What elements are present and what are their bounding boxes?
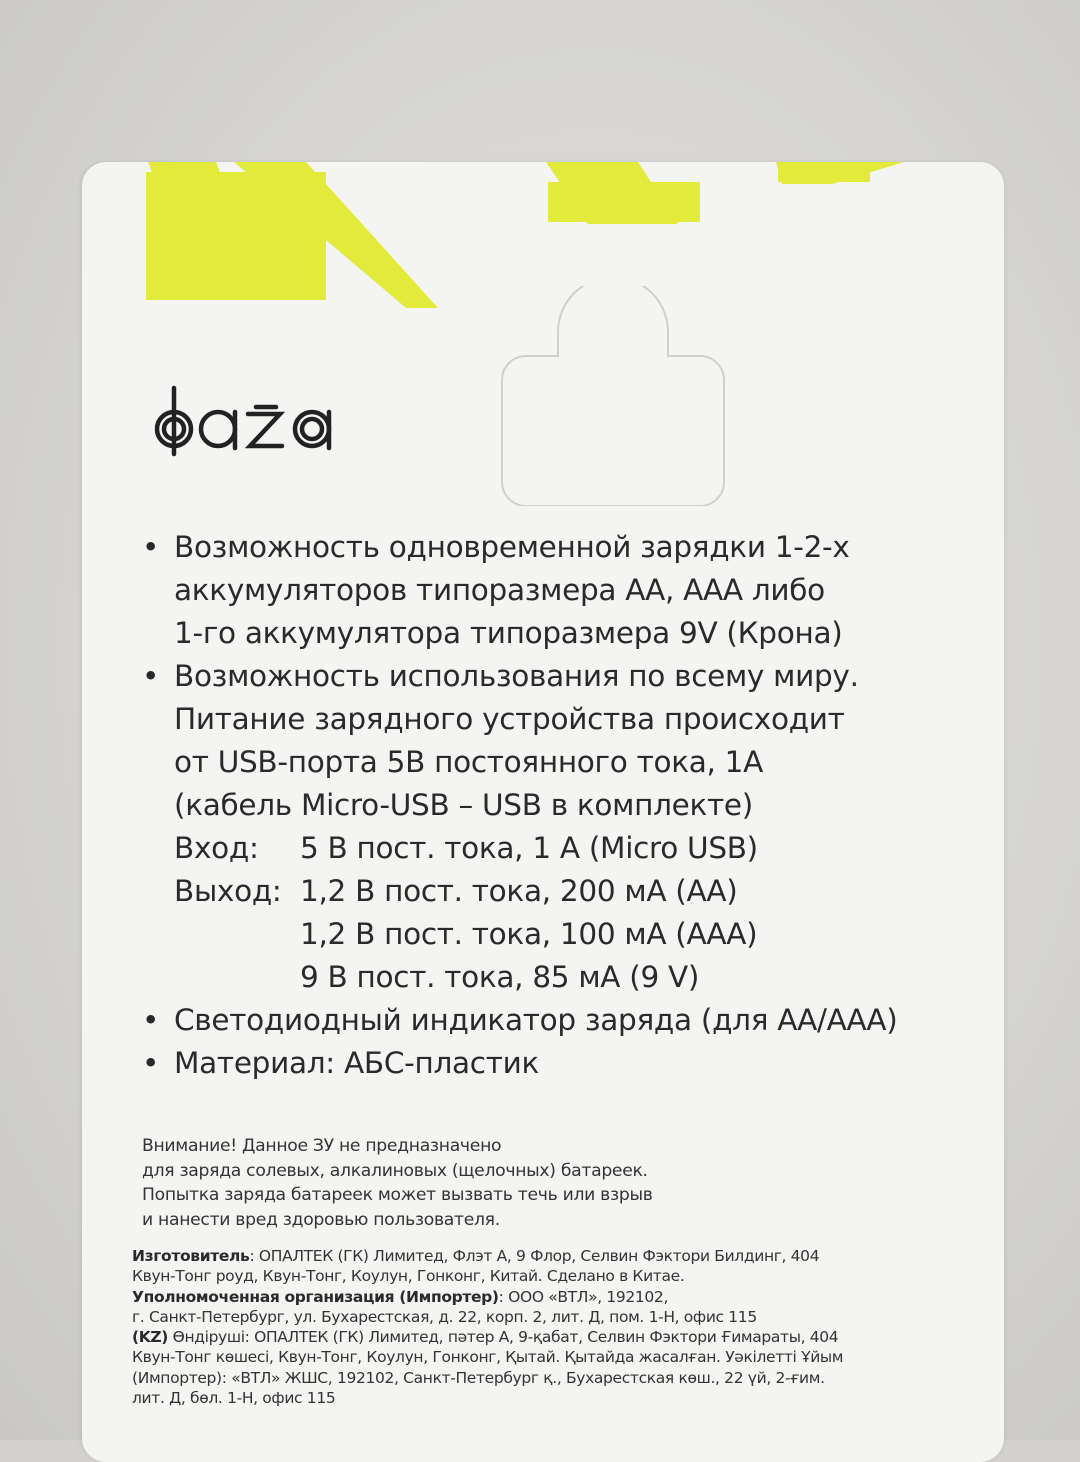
spec-row-output-aaa xyxy=(174,913,974,956)
spec-value: 1,2 В пост. тока, 200 мА (АА) xyxy=(300,874,738,908)
spec-row-output xyxy=(174,870,974,913)
warning-line: и нанести вред здоровью пользователя. xyxy=(142,1209,500,1230)
feature-line: Питание зарядного устройства происходит xyxy=(174,702,845,736)
kz-text: Өндіруші: ОПАЛТЕК (ГК) Лимитед, пәтер А, 9-қабат, Селвин Фэктори Ғимараты, 404 xyxy=(168,1328,839,1347)
feature-item-material xyxy=(134,1042,974,1085)
warning-notice xyxy=(142,1134,962,1232)
feature-line: Материал: АБС-пластик xyxy=(174,1046,539,1080)
feature-line: Возможность одновременной зарядки 1-2-х xyxy=(174,530,850,564)
kz-line: (Импортер): «ВТЛ» ЖШС, 192102, Санкт-Петербург қ., Бухарестская көш., 22 үй, 2-ғим. xyxy=(132,1368,825,1387)
yellow-block-left xyxy=(146,172,326,300)
spec-value: 9 В пост. тока, 85 мА (9 V) xyxy=(300,960,700,994)
spec-label: Выход: xyxy=(174,874,282,908)
importer-text: : ООО «ВТЛ», 192102, xyxy=(498,1287,669,1306)
kz-line: лит. Д, бөл. 1-Н, офис 115 xyxy=(132,1389,336,1408)
kz-line: Квун-Тонг көшесі, Квун-Тонг, Коулун, Гонконг, Қытай. Қытайда жасалған. Уәкілетті Ұйым xyxy=(132,1348,844,1367)
bullet-icon: • xyxy=(142,1046,160,1080)
kz-line xyxy=(132,1327,992,1347)
kz-label: (KZ) xyxy=(132,1328,169,1347)
yellow-block-right xyxy=(778,166,870,182)
manufacturer-text: : ОПАЛТЕК (ГК) Лимитед, Флэт А, 9 Флор, Селвин Фэктори Билдинг, 404 xyxy=(249,1247,820,1265)
spec-table xyxy=(134,827,974,999)
importer-line xyxy=(132,1287,992,1307)
feature-item-worldwide xyxy=(134,655,974,827)
packaging-card xyxy=(82,162,1004,1462)
spec-label xyxy=(174,913,300,956)
feature-line: аккумуляторов типоразмера АА, ААА либо xyxy=(174,573,825,607)
importer-label: Уполномоченная организация (Импортер) xyxy=(132,1287,499,1306)
feature-line: от USB-порта 5В постоянного тока, 1А xyxy=(174,745,764,779)
spec-row-input xyxy=(174,827,974,870)
bullet-icon: • xyxy=(142,530,160,564)
feature-line: 1-го аккумулятора типоразмера 9V (Крона) xyxy=(174,616,843,650)
warning-line: для заряда солевых, алкалиновых (щелочных) батареек. xyxy=(142,1160,648,1181)
manufacturer-line xyxy=(132,1246,992,1266)
spec-value: 1,2 В пост. тока, 100 мА (ААА) xyxy=(300,917,758,951)
warning-line: Попытка заряда батареек может вызвать течь или взрыв xyxy=(142,1185,653,1205)
spec-value: 5 В пост. тока, 1 А (Micro USB) xyxy=(300,831,758,865)
bullet-icon: • xyxy=(142,659,160,693)
brand-logo xyxy=(146,374,418,464)
manufacturer-line: Квун-Тонг роуд, Квун-Тонг, Коулун, Гонконг, Китай. Сделано в Китае. xyxy=(132,1267,685,1286)
feature-line: Возможность использования по всему миру. xyxy=(174,659,859,693)
spec-label xyxy=(174,956,300,999)
importer-line: г. Санкт-Петербург, ул. Бухарестская, д. 22, корп. 2, лит. Д, пом. 1-Н, офис 115 xyxy=(132,1307,757,1326)
yellow-block-middle xyxy=(548,182,700,222)
spec-row-output-9v xyxy=(174,956,974,999)
feature-list xyxy=(134,526,974,1085)
manufacturer-label: Изготовитель xyxy=(132,1247,250,1265)
feature-line: Светодиодный индикатор заряда (для АА/ААА) xyxy=(174,1003,898,1037)
warning-line: Внимание! Данное ЗУ не предназначено xyxy=(142,1136,502,1156)
spec-label: Вход: xyxy=(174,831,259,865)
feature-item-led xyxy=(134,999,974,1042)
feature-item-charging xyxy=(134,526,974,655)
feature-line: (кабель Micro-USB – USB в комплекте) xyxy=(174,788,753,822)
bullet-icon: • xyxy=(142,1003,160,1037)
legal-info xyxy=(132,1246,992,1408)
